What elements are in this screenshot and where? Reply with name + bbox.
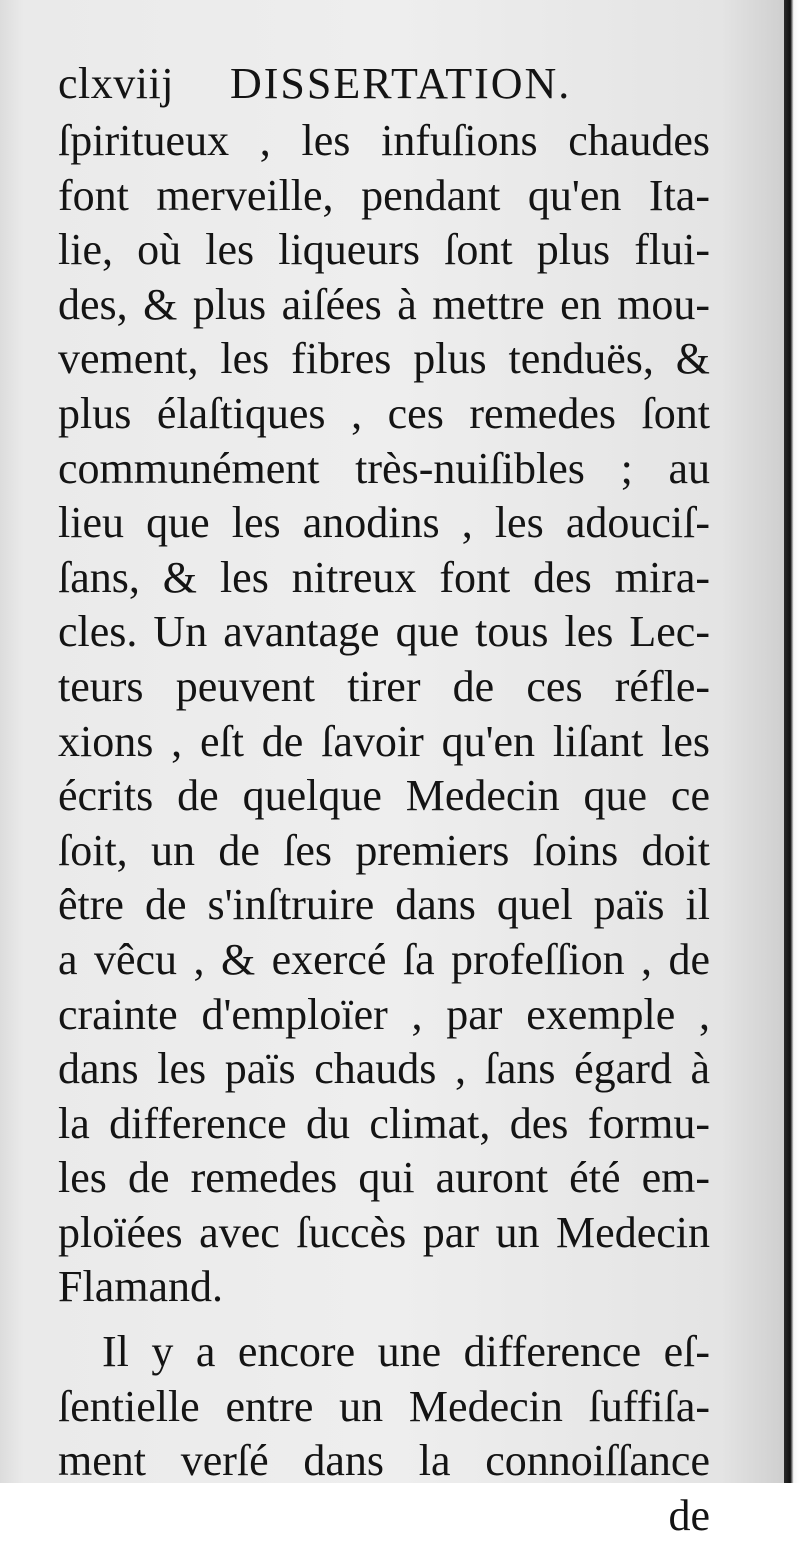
- text-line: lieu que les anodins , les adouciſ-: [58, 498, 710, 548]
- text-line: ploïées avec ſuccès par un Medecin: [58, 1207, 710, 1257]
- text-line: lie, où les liqueurs ſont plus flui-: [58, 225, 710, 275]
- text-line: ſentielle entre un Medecin ſuffiſa-: [58, 1381, 710, 1431]
- text-line: ſpiritueux , les infuſions chaudes: [58, 116, 710, 165]
- running-title: DISSERTATION.: [230, 59, 572, 108]
- text-line: des, & plus aiſées à mettre en mou-: [58, 279, 710, 329]
- text-line: a vêcu , & exercé ſa profeſſion , de: [58, 934, 710, 984]
- text-line: ſoit, un de ſes premiers ſoins doit: [58, 825, 710, 875]
- paragraph-gap: [58, 1315, 710, 1325]
- book-edge-shadow: [784, 0, 800, 1483]
- text-line: communément très-nuiſibles ; au: [58, 443, 710, 493]
- text-line: la difference du climat, des formu-: [58, 1098, 710, 1148]
- text-line: cles. Un avantage que tous les Lec-: [58, 607, 710, 657]
- text-line: ſans, & les nitreux font des mira-: [58, 552, 710, 602]
- text-line: dans les païs chauds , ſans égard à: [58, 1044, 710, 1094]
- folio-number: clxviij: [58, 59, 174, 108]
- text-line: les de remedes qui auront été em-: [58, 1153, 710, 1203]
- catchword: de: [668, 1490, 710, 1540]
- text-line: Flamand.: [58, 1262, 223, 1312]
- text-line: ment verſé dans la connoiſſance: [58, 1436, 710, 1486]
- text-line: Il y a encore une difference eſ-: [102, 1327, 710, 1377]
- text-line: crainte d'emploïer , par exemple ,: [58, 989, 710, 1039]
- text-line: être de s'inſtruire dans quel païs il: [58, 880, 710, 930]
- page-header: [58, 58, 708, 110]
- text-line: xions , eſt de ſavoir qu'en liſant les: [58, 716, 710, 766]
- text-line: teurs peuvent tirer de ces réfle-: [58, 661, 710, 711]
- text-line: font merveille, pendant qu'en Ita-: [58, 170, 710, 220]
- body-text: [58, 114, 710, 1543]
- text-line: plus élaſtiques , ces remedes ſont: [58, 388, 710, 438]
- text-line: vement, les fibres plus tenduës, &: [58, 334, 710, 384]
- text-line: écrits de quelque Medecin que ce: [58, 771, 710, 821]
